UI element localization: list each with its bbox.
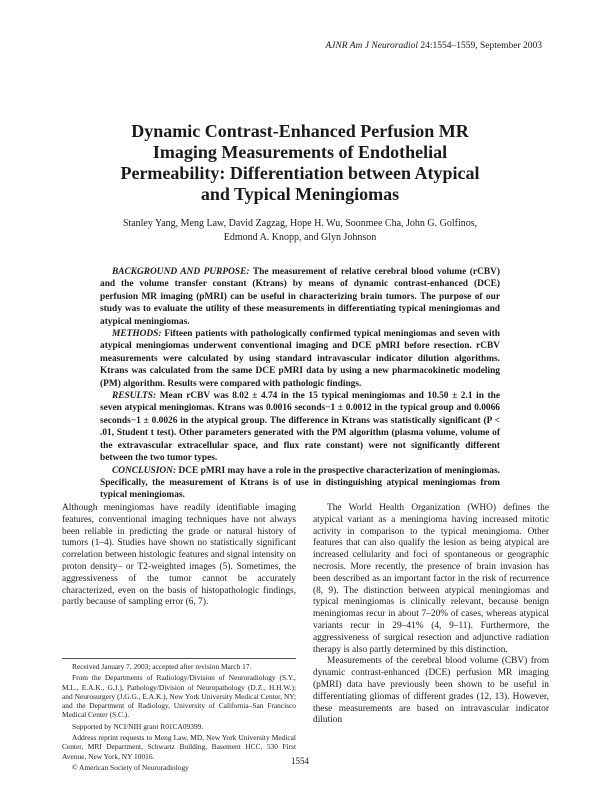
body-column-left [62,503,296,609]
title-line: Dynamic Contrast-Enhanced Perfusion MR [131,121,469,141]
abstract [100,266,500,502]
abstract-conclusion [100,465,500,502]
abstract-label: METHODS: [112,329,162,340]
title-line: and Typical Meningiomas [200,184,400,204]
author-line: Stanley Yang, Meng Law, David Zagzag, Hope H. Wu, Soonmee Cha, John G. Golfinos, [122,218,478,229]
body-paragraph: Although meningiomas have readily identifiable imaging features, conventional imaging techniques have not always been reliable in predicting the grade or natural history of tumors (1–4). Studies have shown no statistically significant correlation between histologic features and signal intensity on proton density– or T2-weighted images (5). Sometimes, the aggressiveness of the tumor cannot be accurately characterized, even on the basis of histopathologic findings, partly because of sampling error (6, 7). [62,503,296,608]
footnote-support: Supported by NCI/NIH grant R01CA09399. [72,721,204,731]
author-line: Edmond A. Knopp, and Glyn Johnson [223,232,377,243]
title-line: Imaging Measurements of Endothelial [152,142,448,162]
abstract-background [100,266,500,328]
footnote-affiliations: From the Departments of Radiology/Division of Neuroradiology (S.Y., M.L., E.A.K., G.J.), Pathology/Division of Neuropathology (D.Z., H.H.W.); and Neurosurgery (J.G.G., E.A.K.), New York University Medical Center, NY; and the Department of Radiology, University of California–San Francisco Medical Center (S.C.). [62,673,296,720]
journal-citation: 24:1554–1559, September 2003 [417,41,542,51]
footnote-copyright: © American Society of Neuroradiology [72,762,189,772]
abstract-label: BACKGROUND AND PURPOSE: [112,267,250,277]
author-list [70,217,530,245]
body-paragraph: The World Health Organization (WHO) defines the atypical variant as a meningioma having increased mitotic activity in comparison to the typical meningioma. Other features that can also qualify the lesion as being atypical are increased cellularity and foci of spontaneous or geographic necrosis. More recently, the presence of brain invasion has been described as an important factor in the risk of recurrence (8, 9). The distinction between atypical meningiomas and typical meningiomas is clinically relevant, because benign meningiomas recur in about 7–20% of cases, whereas atypical variants recur in 29–41% (4, 9–11). Furthermore, the aggressiveness of surgical resection and adjunctive radiation therapy is also partly determined by this distinction. [313,503,549,655]
abstract-results [100,390,500,464]
abstract-label: CONCLUSION: [112,465,177,476]
journal-header [325,41,542,51]
footnote-address: Address reprint requests to Meng Law, MD, New York University Medical Center, MRI Department, Schwartz Building, Basement HCC, 530 First Avenue, New York, NY 10016. [62,733,296,761]
footnote-received: Received January 7, 2003; accepted after revision March 17. [72,662,252,671]
abstract-text: Fifteen patients with pathologically confirmed typical meningiomas and seven with atypical meningiomas underwent conventional imaging and DCE pMRI before resection. rCBV measurements were calculated by using standard intravascular indicator dilution algorithms. Ktrans was calculated from the same DCE pMRI data by using a new pharmacokinetic modeling (PM) algorithm. Results were compared with pathologic findings. [100,329,500,389]
body-paragraph: Measurements of the cerebral blood volume (CBV) from dynamic contrast-enhanced (DCE) perfusion MR imaging (pMRI) data have previously been shown to be useful in differentiating gliomas of different grades (12, 13). However, these measurements are based on intravascular indicator dilution [313,656,549,726]
abstract-label: RESULTS: [112,391,157,402]
abstract-text: Mean rCBV was 8.02 ± 4.74 in the 15 typical meningiomas and 10.50 ± 2.1 in the seven atypical meningiomas. Ktrans was 0.0016 seconds−1 ± 0.0012 in the typical group and 0.0066 seconds−1 ± 0.0026 in the atypical group. The difference in Ktrans was statistically significant (P < .01, Student t test). Other parameters generated with the PM algorithm (plasma volume, volume of the extravascular extracellular space, and flux rate constant) were not significantly different between the two tumor types. [100,391,500,464]
abstract-text: DCE pMRI may have a role in the prospective characterization of meningiomas. Specifically, the measurement of Ktrans is of use in distinguishing atypical meningiomas from typical meningiomas. [100,465,500,501]
abstract-methods [100,328,500,390]
article-title [60,121,540,205]
body-column-right [313,503,549,727]
title-line: Permeability: Differentiation between Atypical [120,163,480,183]
page-number: 1554 [291,756,309,766]
footnote-divider [62,658,296,659]
abstract-text: The measurement of relative cerebral blood volume (rCBV) and the volume transfer constant (Ktrans) by means of dynamic contrast-enhanced (DCE) perfusion MR imaging (pMRI) can be useful in characterizing brain tumors. The purpose of our study was to evaluate the utility of these measurements in differentiating typical meningiomas and atypical meningiomas. [100,267,500,327]
journal-name: AJNR Am J Neuroradiol [325,41,418,51]
